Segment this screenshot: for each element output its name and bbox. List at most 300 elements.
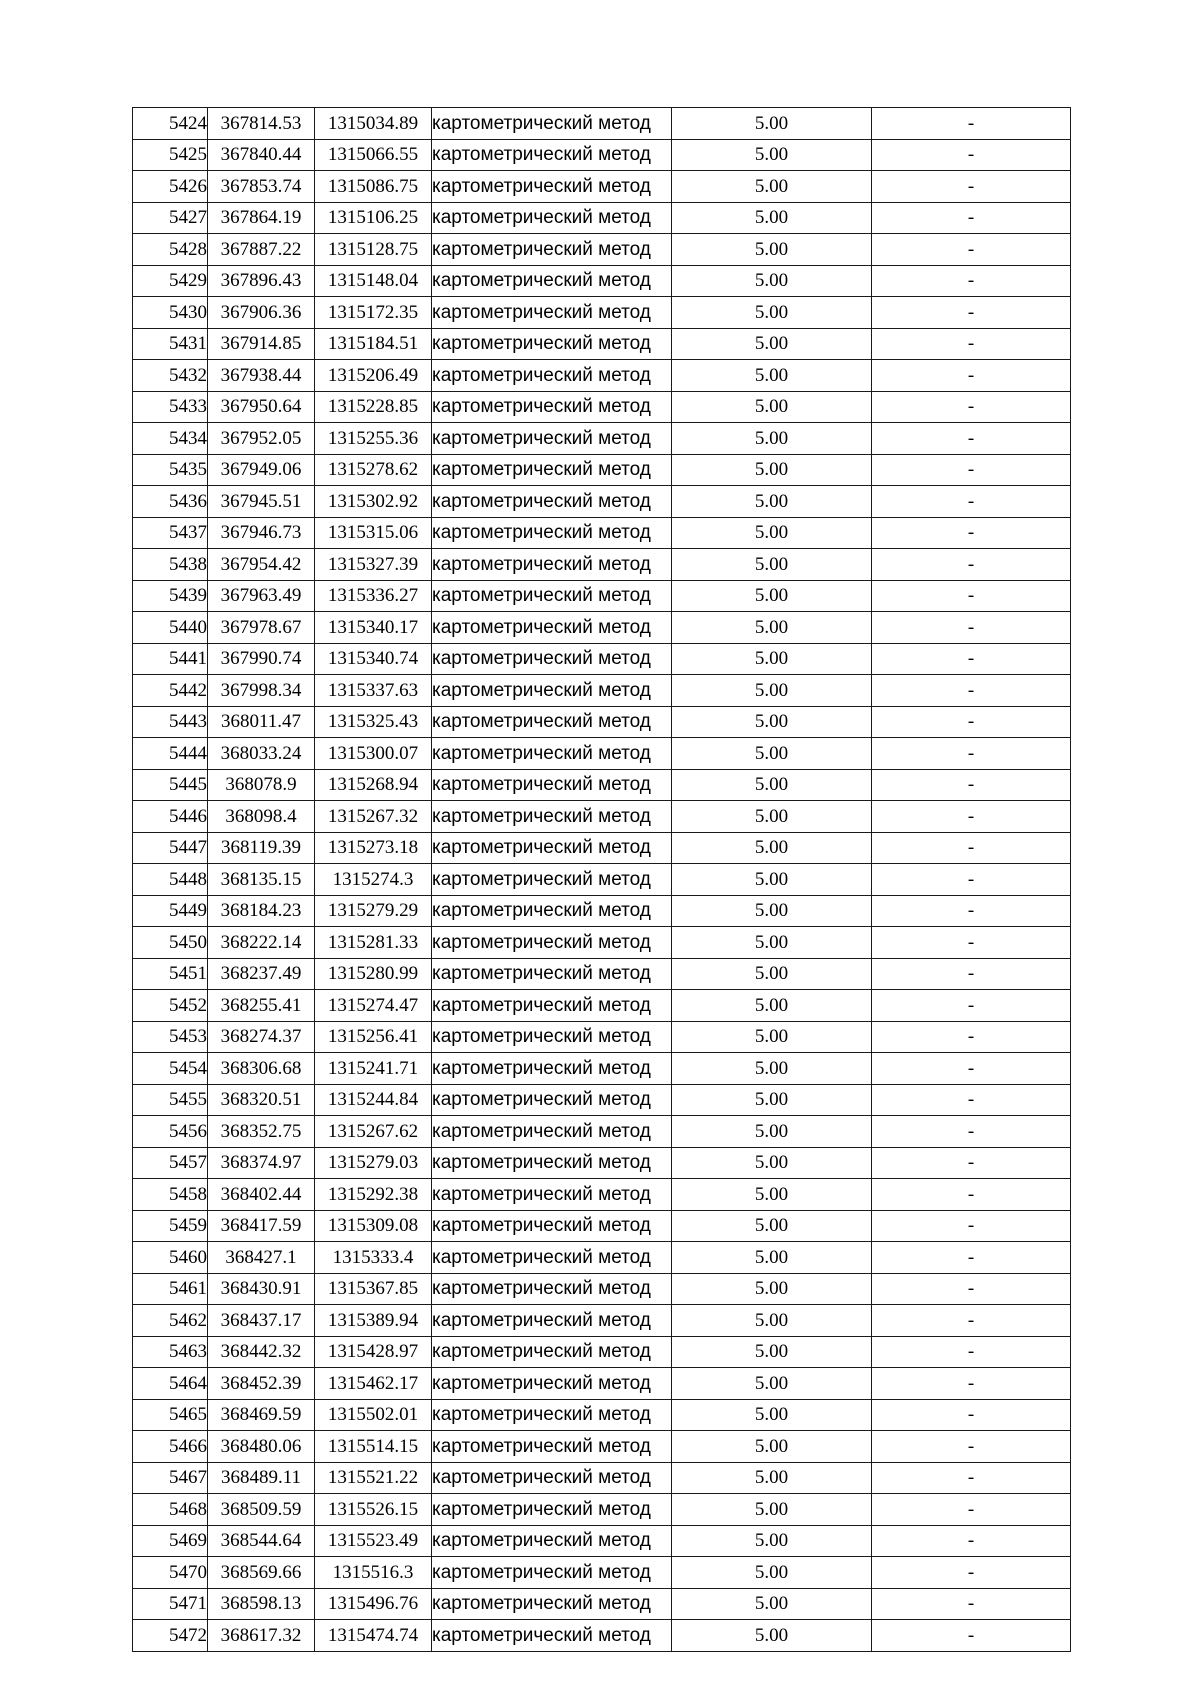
point-number-cell: 5472 [133, 1620, 208, 1652]
method-cell: картометрический метод [432, 517, 672, 549]
table-row [133, 1525, 1071, 1557]
accuracy-cell: 5.00 [672, 1147, 872, 1179]
accuracy-cell: 5.00 [672, 1021, 872, 1053]
table-row [133, 1336, 1071, 1368]
note-cell: - [872, 1273, 1071, 1305]
accuracy-cell: 5.00 [672, 549, 872, 581]
note-cell: - [872, 675, 1071, 707]
table-row [133, 706, 1071, 738]
table-row [133, 1305, 1071, 1337]
accuracy-cell: 5.00 [672, 108, 872, 140]
x-coordinate-cell: 367946.73 [208, 517, 315, 549]
note-cell: - [872, 1399, 1071, 1431]
y-coordinate-cell: 1315521.22 [315, 1462, 432, 1494]
accuracy-cell: 5.00 [672, 454, 872, 486]
method-cell: картометрический метод [432, 675, 672, 707]
point-number-cell: 5471 [133, 1588, 208, 1620]
accuracy-cell: 5.00 [672, 171, 872, 203]
note-cell: - [872, 1620, 1071, 1652]
y-coordinate-cell: 1315309.08 [315, 1210, 432, 1242]
method-cell: картометрический метод [432, 297, 672, 329]
note-cell: - [872, 1588, 1071, 1620]
y-coordinate-cell: 1315340.17 [315, 612, 432, 644]
table-row [133, 202, 1071, 234]
accuracy-cell: 5.00 [672, 517, 872, 549]
x-coordinate-cell: 368480.06 [208, 1431, 315, 1463]
method-cell: картометрический метод [432, 139, 672, 171]
accuracy-cell: 5.00 [672, 1242, 872, 1274]
point-number-cell: 5460 [133, 1242, 208, 1274]
method-cell: картометрический метод [432, 1147, 672, 1179]
y-coordinate-cell: 1315206.49 [315, 360, 432, 392]
x-coordinate-cell: 368255.41 [208, 990, 315, 1022]
note-cell: - [872, 580, 1071, 612]
accuracy-cell: 5.00 [672, 675, 872, 707]
y-coordinate-cell: 1315302.92 [315, 486, 432, 518]
method-cell: картометрический метод [432, 1494, 672, 1526]
point-number-cell: 5454 [133, 1053, 208, 1085]
point-number-cell: 5467 [133, 1462, 208, 1494]
point-number-cell: 5461 [133, 1273, 208, 1305]
x-coordinate-cell: 368402.44 [208, 1179, 315, 1211]
accuracy-cell: 5.00 [672, 958, 872, 990]
table-row [133, 927, 1071, 959]
accuracy-cell: 5.00 [672, 265, 872, 297]
table-row [133, 328, 1071, 360]
accuracy-cell: 5.00 [672, 895, 872, 927]
point-number-cell: 5426 [133, 171, 208, 203]
table-row [133, 1368, 1071, 1400]
y-coordinate-cell: 1315315.06 [315, 517, 432, 549]
table-row [133, 990, 1071, 1022]
method-cell: картометрический метод [432, 108, 672, 140]
table-row [133, 391, 1071, 423]
point-number-cell: 5441 [133, 643, 208, 675]
method-cell: картометрический метод [432, 1462, 672, 1494]
y-coordinate-cell: 1315244.84 [315, 1084, 432, 1116]
note-cell: - [872, 1021, 1071, 1053]
point-number-cell: 5430 [133, 297, 208, 329]
method-cell: картометрический метод [432, 1242, 672, 1274]
accuracy-cell: 5.00 [672, 612, 872, 644]
note-cell: - [872, 958, 1071, 990]
note-cell: - [872, 171, 1071, 203]
y-coordinate-cell: 1315274.47 [315, 990, 432, 1022]
method-cell: картометрический метод [432, 1305, 672, 1337]
x-coordinate-cell: 368033.24 [208, 738, 315, 770]
x-coordinate-cell: 367963.49 [208, 580, 315, 612]
table-row [133, 1084, 1071, 1116]
accuracy-cell: 5.00 [672, 864, 872, 896]
table-row [133, 580, 1071, 612]
point-number-cell: 5450 [133, 927, 208, 959]
note-cell: - [872, 486, 1071, 518]
method-cell: картометрический метод [432, 612, 672, 644]
point-number-cell: 5436 [133, 486, 208, 518]
accuracy-cell: 5.00 [672, 1494, 872, 1526]
table-row [133, 1399, 1071, 1431]
note-cell: - [872, 927, 1071, 959]
point-number-cell: 5438 [133, 549, 208, 581]
note-cell: - [872, 297, 1071, 329]
point-number-cell: 5428 [133, 234, 208, 266]
x-coordinate-cell: 368442.32 [208, 1336, 315, 1368]
x-coordinate-cell: 368306.68 [208, 1053, 315, 1085]
point-number-cell: 5452 [133, 990, 208, 1022]
y-coordinate-cell: 1315184.51 [315, 328, 432, 360]
point-number-cell: 5443 [133, 706, 208, 738]
method-cell: картометрический метод [432, 549, 672, 581]
accuracy-cell: 5.00 [672, 423, 872, 455]
y-coordinate-cell: 1315300.07 [315, 738, 432, 770]
note-cell: - [872, 423, 1071, 455]
method-cell: картометрический метод [432, 864, 672, 896]
table-row [133, 108, 1071, 140]
point-number-cell: 5465 [133, 1399, 208, 1431]
method-cell: картометрический метод [432, 360, 672, 392]
method-cell: картометрический метод [432, 202, 672, 234]
method-cell: картометрический метод [432, 1116, 672, 1148]
y-coordinate-cell: 1315256.41 [315, 1021, 432, 1053]
x-coordinate-cell: 367990.74 [208, 643, 315, 675]
x-coordinate-cell: 367864.19 [208, 202, 315, 234]
method-cell: картометрический метод [432, 1053, 672, 1085]
accuracy-cell: 5.00 [672, 738, 872, 770]
method-cell: картометрический метод [432, 234, 672, 266]
table-row [133, 549, 1071, 581]
note-cell: - [872, 801, 1071, 833]
y-coordinate-cell: 1315333.4 [315, 1242, 432, 1274]
table-row [133, 171, 1071, 203]
accuracy-cell: 5.00 [672, 1179, 872, 1211]
table-row [133, 958, 1071, 990]
x-coordinate-cell: 368544.64 [208, 1525, 315, 1557]
y-coordinate-cell: 1315255.36 [315, 423, 432, 455]
note-cell: - [872, 1305, 1071, 1337]
table-row [133, 139, 1071, 171]
method-cell: картометрический метод [432, 1399, 672, 1431]
coordinates-table [132, 107, 1071, 1652]
accuracy-cell: 5.00 [672, 580, 872, 612]
table-row [133, 1588, 1071, 1620]
point-number-cell: 5458 [133, 1179, 208, 1211]
point-number-cell: 5470 [133, 1557, 208, 1589]
y-coordinate-cell: 1315172.35 [315, 297, 432, 329]
table-row [133, 1620, 1071, 1652]
note-cell: - [872, 1462, 1071, 1494]
method-cell: картометрический метод [432, 328, 672, 360]
table-row [133, 234, 1071, 266]
x-coordinate-cell: 367945.51 [208, 486, 315, 518]
accuracy-cell: 5.00 [672, 234, 872, 266]
method-cell: картометрический метод [432, 423, 672, 455]
x-coordinate-cell: 368469.59 [208, 1399, 315, 1431]
table-row [133, 1462, 1071, 1494]
y-coordinate-cell: 1315428.97 [315, 1336, 432, 1368]
accuracy-cell: 5.00 [672, 801, 872, 833]
point-number-cell: 5456 [133, 1116, 208, 1148]
method-cell: картометрический метод [432, 1336, 672, 1368]
method-cell: картометрический метод [432, 1620, 672, 1652]
accuracy-cell: 5.00 [672, 297, 872, 329]
x-coordinate-cell: 368237.49 [208, 958, 315, 990]
point-number-cell: 5445 [133, 769, 208, 801]
note-cell: - [872, 549, 1071, 581]
point-number-cell: 5447 [133, 832, 208, 864]
point-number-cell: 5448 [133, 864, 208, 896]
x-coordinate-cell: 368452.39 [208, 1368, 315, 1400]
x-coordinate-cell: 368352.75 [208, 1116, 315, 1148]
y-coordinate-cell: 1315327.39 [315, 549, 432, 581]
point-number-cell: 5455 [133, 1084, 208, 1116]
y-coordinate-cell: 1315523.49 [315, 1525, 432, 1557]
accuracy-cell: 5.00 [672, 706, 872, 738]
method-cell: картометрический метод [432, 1557, 672, 1589]
accuracy-cell: 5.00 [672, 139, 872, 171]
table-row [133, 423, 1071, 455]
note-cell: - [872, 1147, 1071, 1179]
table-row [133, 801, 1071, 833]
note-cell: - [872, 1116, 1071, 1148]
note-cell: - [872, 234, 1071, 266]
point-number-cell: 5442 [133, 675, 208, 707]
note-cell: - [872, 769, 1071, 801]
note-cell: - [872, 895, 1071, 927]
x-coordinate-cell: 368598.13 [208, 1588, 315, 1620]
y-coordinate-cell: 1315228.85 [315, 391, 432, 423]
note-cell: - [872, 832, 1071, 864]
x-coordinate-cell: 368135.15 [208, 864, 315, 896]
accuracy-cell: 5.00 [672, 990, 872, 1022]
accuracy-cell: 5.00 [672, 360, 872, 392]
note-cell: - [872, 706, 1071, 738]
method-cell: картометрический метод [432, 171, 672, 203]
note-cell: - [872, 1525, 1071, 1557]
table-row [133, 486, 1071, 518]
method-cell: картометрический метод [432, 1273, 672, 1305]
table-row [133, 297, 1071, 329]
accuracy-cell: 5.00 [672, 1399, 872, 1431]
point-number-cell: 5435 [133, 454, 208, 486]
point-number-cell: 5468 [133, 1494, 208, 1526]
y-coordinate-cell: 1315462.17 [315, 1368, 432, 1400]
table-row [133, 895, 1071, 927]
y-coordinate-cell: 1315337.63 [315, 675, 432, 707]
accuracy-cell: 5.00 [672, 486, 872, 518]
method-cell: картометрический метод [432, 1021, 672, 1053]
y-coordinate-cell: 1315274.3 [315, 864, 432, 896]
y-coordinate-cell: 1315279.03 [315, 1147, 432, 1179]
table-row [133, 612, 1071, 644]
y-coordinate-cell: 1315325.43 [315, 706, 432, 738]
table-row [133, 1147, 1071, 1179]
y-coordinate-cell: 1315526.15 [315, 1494, 432, 1526]
table-row [133, 1431, 1071, 1463]
table-row [133, 1494, 1071, 1526]
method-cell: картометрический метод [432, 990, 672, 1022]
y-coordinate-cell: 1315278.62 [315, 454, 432, 486]
point-number-cell: 5424 [133, 108, 208, 140]
x-coordinate-cell: 367949.06 [208, 454, 315, 486]
point-number-cell: 5439 [133, 580, 208, 612]
table-row [133, 517, 1071, 549]
table-row [133, 1021, 1071, 1053]
y-coordinate-cell: 1315280.99 [315, 958, 432, 990]
point-number-cell: 5427 [133, 202, 208, 234]
accuracy-cell: 5.00 [672, 391, 872, 423]
x-coordinate-cell: 368078.9 [208, 769, 315, 801]
x-coordinate-cell: 368489.11 [208, 1462, 315, 1494]
x-coordinate-cell: 368222.14 [208, 927, 315, 959]
x-coordinate-cell: 368184.23 [208, 895, 315, 927]
point-number-cell: 5433 [133, 391, 208, 423]
note-cell: - [872, 1368, 1071, 1400]
x-coordinate-cell: 368417.59 [208, 1210, 315, 1242]
method-cell: картометрический метод [432, 738, 672, 770]
note-cell: - [872, 1494, 1071, 1526]
x-coordinate-cell: 368430.91 [208, 1273, 315, 1305]
y-coordinate-cell: 1315516.3 [315, 1557, 432, 1589]
x-coordinate-cell: 368098.4 [208, 801, 315, 833]
coordinates-table-body [133, 108, 1071, 1652]
method-cell: картометрический метод [432, 1431, 672, 1463]
accuracy-cell: 5.00 [672, 202, 872, 234]
note-cell: - [872, 990, 1071, 1022]
point-number-cell: 5453 [133, 1021, 208, 1053]
accuracy-cell: 5.00 [672, 1210, 872, 1242]
point-number-cell: 5457 [133, 1147, 208, 1179]
note-cell: - [872, 1179, 1071, 1211]
point-number-cell: 5449 [133, 895, 208, 927]
table-row [133, 1557, 1071, 1589]
method-cell: картометрический метод [432, 643, 672, 675]
x-coordinate-cell: 367998.34 [208, 675, 315, 707]
point-number-cell: 5464 [133, 1368, 208, 1400]
x-coordinate-cell: 367814.53 [208, 108, 315, 140]
accuracy-cell: 5.00 [672, 1305, 872, 1337]
method-cell: картометрический метод [432, 1084, 672, 1116]
y-coordinate-cell: 1315336.27 [315, 580, 432, 612]
y-coordinate-cell: 1315496.76 [315, 1588, 432, 1620]
note-cell: - [872, 328, 1071, 360]
point-number-cell: 5434 [133, 423, 208, 455]
note-cell: - [872, 1053, 1071, 1085]
x-coordinate-cell: 367954.42 [208, 549, 315, 581]
note-cell: - [872, 1557, 1071, 1589]
note-cell: - [872, 139, 1071, 171]
note-cell: - [872, 1210, 1071, 1242]
note-cell: - [872, 643, 1071, 675]
accuracy-cell: 5.00 [672, 1273, 872, 1305]
point-number-cell: 5432 [133, 360, 208, 392]
y-coordinate-cell: 1315086.75 [315, 171, 432, 203]
table-row [133, 360, 1071, 392]
method-cell: картометрический метод [432, 265, 672, 297]
note-cell: - [872, 612, 1071, 644]
note-cell: - [872, 1084, 1071, 1116]
method-cell: картометрический метод [432, 580, 672, 612]
x-coordinate-cell: 368320.51 [208, 1084, 315, 1116]
accuracy-cell: 5.00 [672, 1620, 872, 1652]
point-number-cell: 5451 [133, 958, 208, 990]
y-coordinate-cell: 1315474.74 [315, 1620, 432, 1652]
method-cell: картометрический метод [432, 1210, 672, 1242]
note-cell: - [872, 454, 1071, 486]
method-cell: картометрический метод [432, 706, 672, 738]
table-row [133, 265, 1071, 297]
accuracy-cell: 5.00 [672, 769, 872, 801]
note-cell: - [872, 1431, 1071, 1463]
note-cell: - [872, 391, 1071, 423]
method-cell: картометрический метод [432, 927, 672, 959]
x-coordinate-cell: 367950.64 [208, 391, 315, 423]
accuracy-cell: 5.00 [672, 1053, 872, 1085]
method-cell: картометрический метод [432, 454, 672, 486]
point-number-cell: 5463 [133, 1336, 208, 1368]
point-number-cell: 5440 [133, 612, 208, 644]
y-coordinate-cell: 1315268.94 [315, 769, 432, 801]
y-coordinate-cell: 1315106.25 [315, 202, 432, 234]
x-coordinate-cell: 368119.39 [208, 832, 315, 864]
table-row [133, 738, 1071, 770]
accuracy-cell: 5.00 [672, 1588, 872, 1620]
x-coordinate-cell: 367952.05 [208, 423, 315, 455]
x-coordinate-cell: 367978.67 [208, 612, 315, 644]
method-cell: картометрический метод [432, 391, 672, 423]
method-cell: картометрический метод [432, 832, 672, 864]
method-cell: картометрический метод [432, 801, 672, 833]
y-coordinate-cell: 1315066.55 [315, 139, 432, 171]
x-coordinate-cell: 368617.32 [208, 1620, 315, 1652]
note-cell: - [872, 1242, 1071, 1274]
accuracy-cell: 5.00 [672, 1336, 872, 1368]
y-coordinate-cell: 1315281.33 [315, 927, 432, 959]
accuracy-cell: 5.00 [672, 643, 872, 675]
x-coordinate-cell: 368569.66 [208, 1557, 315, 1589]
y-coordinate-cell: 1315273.18 [315, 832, 432, 864]
accuracy-cell: 5.00 [672, 1368, 872, 1400]
point-number-cell: 5431 [133, 328, 208, 360]
x-coordinate-cell: 367906.36 [208, 297, 315, 329]
method-cell: картометрический метод [432, 1179, 672, 1211]
table-row [133, 864, 1071, 896]
x-coordinate-cell: 368509.59 [208, 1494, 315, 1526]
accuracy-cell: 5.00 [672, 832, 872, 864]
note-cell: - [872, 864, 1071, 896]
table-row [133, 675, 1071, 707]
note-cell: - [872, 517, 1071, 549]
method-cell: картометрический метод [432, 958, 672, 990]
accuracy-cell: 5.00 [672, 1116, 872, 1148]
table-row [133, 1116, 1071, 1148]
x-coordinate-cell: 368011.47 [208, 706, 315, 738]
accuracy-cell: 5.00 [672, 328, 872, 360]
method-cell: картометрический метод [432, 895, 672, 927]
table-row [133, 1273, 1071, 1305]
note-cell: - [872, 202, 1071, 234]
table-row [133, 1210, 1071, 1242]
x-coordinate-cell: 368274.37 [208, 1021, 315, 1053]
y-coordinate-cell: 1315389.94 [315, 1305, 432, 1337]
method-cell: картометрический метод [432, 486, 672, 518]
point-number-cell: 5446 [133, 801, 208, 833]
table-row [133, 1053, 1071, 1085]
table-row [133, 1179, 1071, 1211]
accuracy-cell: 5.00 [672, 1431, 872, 1463]
y-coordinate-cell: 1315267.32 [315, 801, 432, 833]
x-coordinate-cell: 367887.22 [208, 234, 315, 266]
x-coordinate-cell: 367938.44 [208, 360, 315, 392]
